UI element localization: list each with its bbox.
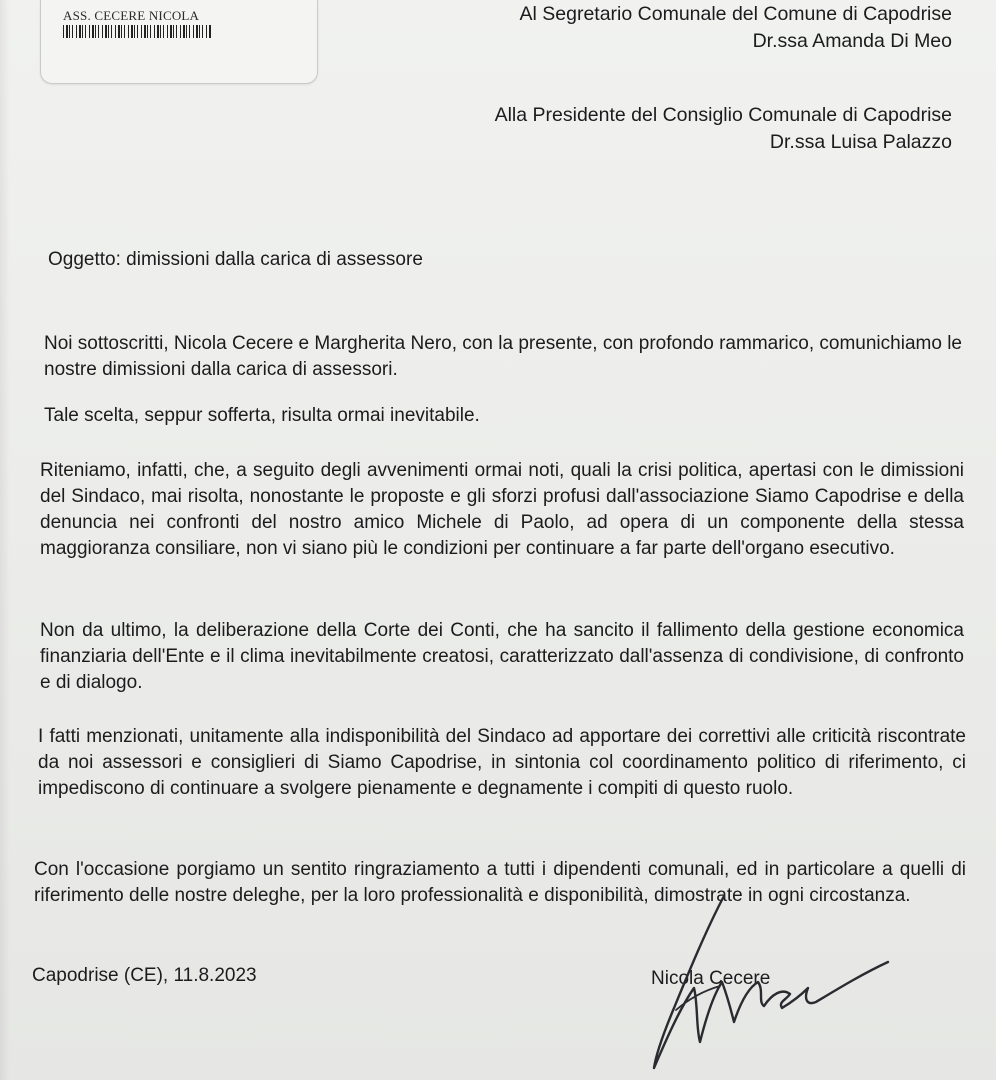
body-paragraph: Riteniamo, infatti, che, a seguito degli avvenimenti ormai noti, quali la crisi politica, apertasi con le dimissioni del Sindaco, mai risolta, nonostante le proposte e gli sforzi profusi dall'associazione Siamo Capodrise e della denuncia nei confronti del nostro amico Michele di Paolo, ad opera di un componente della stessa maggioranza consiliare, non vi siano più le condizioni per continuare a far parte dell'organo esecutivo. <box>40 460 964 559</box>
recipient-block-secretary <box>520 1 953 55</box>
recipient-name: Dr.ssa Luisa Palazzo <box>769 131 952 153</box>
body-paragraph: Con l'occasione porgiamo un sentito ringraziamento a tutti i dipendenti comunali, ed in particolare a quelli di riferimento delle nostre deleghe, per la loro professionalità e disponibilità, dimostrate in ogni circostanza. <box>34 859 966 906</box>
recipient-block-president <box>495 102 952 156</box>
body-paragraph: Noi sottoscritti, Nicola Cecere e Margherita Nero, con la presente, con profondo rammarico, comunichiamo le nostre dimissioni dalla carica di assessori. <box>44 333 962 380</box>
body-paragraph: Tale scelta, seppur sofferta, risulta ormai inevitabile. <box>44 405 480 426</box>
recipient-title: Al Segretario Comunale del Comune di Capodrise <box>519 3 952 25</box>
handwritten-signature <box>636 890 906 1080</box>
signer-name: Nicola Cecere <box>651 968 771 989</box>
body-paragraph: I fatti menzionati, unitamente alla indisponibilità del Sindaco ad apportare dei correttivi alle criticità riscontrate da noi assessori e consiglieri di Siamo Capodrise, in sintonia col coordinamento politico di riferimento, ci impediscono di continuare a svolgere pienamente e degnamente i compiti di questo ruolo. <box>38 726 966 799</box>
protocol-sticker <box>40 0 318 84</box>
sticker-name: ASS. CECERE NICOLA <box>63 8 200 23</box>
body-paragraph: Non da ultimo, la deliberazione della Corte dei Conti, che ha sancito il fallimento della gestione economica finanziaria dell'Ente e il clima inevitabilmente creatosi, caratterizzato dall'assenza di condivisione, di confronto e di dialogo. <box>40 620 964 693</box>
letter-subject: Oggetto: dimissioni dalla carica di assessore <box>48 249 423 270</box>
recipient-title: Alla Presidente del Consiglio Comunale di Capodrise <box>494 104 952 126</box>
recipient-name: Dr.ssa Amanda Di Meo <box>752 30 952 52</box>
barcode-icon <box>63 25 211 38</box>
place-and-date: Capodrise (CE), 11.8.2023 <box>32 965 257 986</box>
